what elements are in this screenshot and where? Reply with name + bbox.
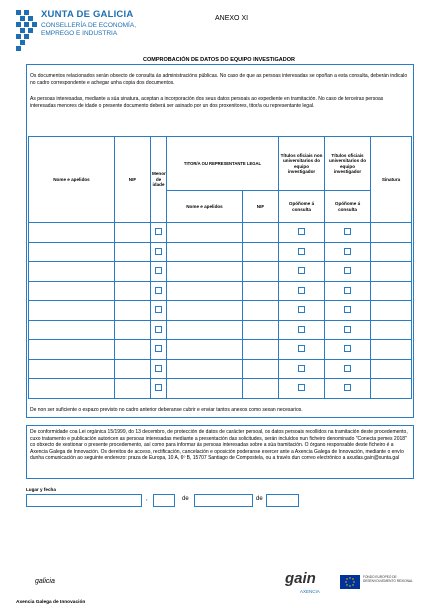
cell-minor[interactable] (151, 242, 167, 262)
oppose-univ-checkbox[interactable] (344, 267, 351, 274)
cell-oppose-univ[interactable] (325, 223, 371, 243)
cell-signature[interactable] (371, 301, 412, 321)
cell-guardian-nif[interactable] (243, 320, 279, 340)
research-team-table (28, 136, 412, 399)
cell-nif[interactable] (115, 301, 151, 321)
table-row (29, 262, 412, 282)
cell-nif[interactable] (115, 320, 151, 340)
cell-name[interactable] (29, 223, 115, 243)
org-department (41, 22, 136, 38)
intro-paragraph-2: As persoas interesadas, mediante a súa sinatura, aceptan a incorporación dos seus datos persoais ao expediente en tramitación. No caso de terceiras persoas interesadas menores de idade o presente documento deberá ser asinado por un dos proxenitores, titor/a ou representante legal. (30, 96, 384, 109)
place-field[interactable] (26, 494, 142, 507)
table-row (29, 359, 412, 379)
cell-nif[interactable] (115, 242, 151, 262)
day-field[interactable] (153, 494, 175, 507)
table-row (29, 320, 412, 340)
cell-signature[interactable] (371, 262, 412, 282)
oppose-non-univ-checkbox[interactable] (298, 287, 305, 294)
gain-logo: gain (285, 570, 316, 587)
cell-signature[interactable] (371, 320, 412, 340)
annex-label: ANEXO XI (215, 15, 249, 22)
cell-oppose-non-univ[interactable] (279, 359, 325, 379)
cell-minor[interactable] (151, 320, 167, 340)
oppose-univ-checkbox[interactable] (344, 384, 351, 391)
minor-checkbox[interactable] (155, 384, 162, 391)
oppose-non-univ-checkbox[interactable] (298, 248, 305, 255)
place-date-label: Lugar y fecha (26, 487, 56, 492)
table-row (29, 340, 412, 360)
cell-guardian-nif[interactable] (243, 223, 279, 243)
cell-oppose-non-univ[interactable] (279, 262, 325, 282)
cell-oppose-non-univ[interactable] (279, 242, 325, 262)
de-label-1: de (182, 496, 189, 502)
cell-oppose-univ[interactable] (325, 379, 371, 399)
table-row (29, 301, 412, 321)
cell-name[interactable] (29, 281, 115, 301)
oppose-univ-checkbox[interactable] (344, 365, 351, 372)
cell-name[interactable] (29, 379, 115, 399)
col-minor-header: Menor de idade (151, 137, 167, 223)
oppose-non-univ-checkbox[interactable] (298, 384, 305, 391)
minor-checkbox[interactable] (155, 365, 162, 372)
cell-minor[interactable] (151, 340, 167, 360)
year-field[interactable] (266, 494, 299, 507)
oppose-univ-checkbox[interactable] (344, 306, 351, 313)
space-note: De non ser suficiente o espazo previsto no cadro anterior deberanse cubrir e enviar tantos anexos como sexan necesarios. (30, 407, 303, 413)
oppose-non-univ-checkbox[interactable] (298, 228, 305, 235)
cell-name[interactable] (29, 262, 115, 282)
cell-guardian-name[interactable] (167, 223, 243, 243)
oppose-non-univ-checkbox[interactable] (298, 345, 305, 352)
cell-signature[interactable] (371, 379, 412, 399)
cell-nif[interactable] (115, 281, 151, 301)
cell-nif[interactable] (115, 223, 151, 243)
cell-oppose-univ[interactable] (325, 242, 371, 262)
cell-guardian-name[interactable] (167, 379, 243, 399)
form-title: COMPROBACIÓN DE DATOS DO EQUIPO INVESTIGADOR (143, 57, 295, 63)
cell-guardian-name[interactable] (167, 320, 243, 340)
cell-minor[interactable] (151, 281, 167, 301)
cell-guardian-nif[interactable] (243, 242, 279, 262)
org-name: XUNTA DE GALICIA (41, 9, 134, 20)
oppose-non-univ-checkbox[interactable] (298, 306, 305, 313)
cell-guardian-nif[interactable] (243, 359, 279, 379)
cell-guardian-name[interactable] (167, 340, 243, 360)
oppose-univ-checkbox[interactable] (344, 248, 351, 255)
minor-checkbox[interactable] (155, 248, 162, 255)
col-guardian-name-header: Nome e apelidos (167, 191, 243, 223)
cell-name[interactable] (29, 242, 115, 262)
table-row (29, 379, 412, 399)
eu-fund-text: FONDO EUROPEO DE DESENVOLVEMENTO REXIONAL (363, 575, 413, 583)
month-field[interactable] (194, 494, 253, 507)
cell-minor[interactable] (151, 223, 167, 243)
cell-name[interactable] (29, 320, 115, 340)
cell-oppose-non-univ[interactable] (279, 301, 325, 321)
minor-checkbox[interactable] (155, 267, 162, 274)
cell-guardian-nif[interactable] (243, 379, 279, 399)
comma-separator: , (146, 496, 148, 502)
cell-guardian-name[interactable] (167, 359, 243, 379)
oppose-univ-checkbox[interactable] (344, 326, 351, 333)
oppose-non-univ-checkbox[interactable] (298, 326, 305, 333)
cell-guardian-nif[interactable] (243, 262, 279, 282)
minor-checkbox[interactable] (155, 228, 162, 235)
cell-oppose-non-univ[interactable] (279, 281, 325, 301)
cell-oppose-non-univ[interactable] (279, 340, 325, 360)
cell-signature[interactable] (371, 223, 412, 243)
cell-signature[interactable] (371, 281, 412, 301)
cell-signature[interactable] (371, 359, 412, 379)
intro-paragraph-1: Os documentos relacionados serán obxecto de consulta ás administracións públicas. No caso de que as persoas interesadas se opoñan a esta consulta, deberán indicalo no cadro correspondente e achegar unha copia dos documentos. (30, 73, 408, 86)
oppose-univ-checkbox[interactable] (344, 228, 351, 235)
cell-minor[interactable] (151, 262, 167, 282)
col-nif-header: NIF (115, 137, 151, 223)
cell-name[interactable] (29, 340, 115, 360)
table-row (29, 223, 412, 243)
oppose-non-univ-checkbox[interactable] (298, 365, 305, 372)
cell-nif[interactable] (115, 340, 151, 360)
col-name-header: Nome e apelidos (29, 137, 115, 223)
cell-guardian-name[interactable] (167, 281, 243, 301)
eu-flag-icon (340, 575, 360, 589)
cell-oppose-univ[interactable] (325, 359, 371, 379)
col-guardian-header: TITOR/A OU REPRESENTANTE LEGAL (167, 137, 279, 191)
col-oppose-univ-header: Opóñome á consulta (325, 191, 371, 223)
cell-minor[interactable] (151, 301, 167, 321)
xunta-logo-icon (16, 10, 38, 54)
cell-oppose-non-univ[interactable] (279, 223, 325, 243)
cell-oppose-non-univ[interactable] (279, 379, 325, 399)
cell-oppose-univ[interactable] (325, 301, 371, 321)
col-guardian-nif-header: NIF (243, 191, 279, 223)
cell-minor[interactable] (151, 379, 167, 399)
minor-checkbox[interactable] (155, 306, 162, 313)
cell-guardian-name[interactable] (167, 242, 243, 262)
table-row (29, 242, 412, 262)
galicia-logo: galicia (35, 578, 55, 585)
cell-oppose-univ[interactable] (325, 340, 371, 360)
gain-subtitle: AXENCIA (300, 589, 320, 594)
col-signature-header: Sinatura (371, 137, 412, 223)
table-row (29, 281, 412, 301)
col-non-univ-header: Títulos oficiais non universitarios do equipo investigador (279, 137, 325, 191)
org-sub-line-2: EMPREGO E INDUSTRIA (41, 30, 118, 37)
cell-minor[interactable] (151, 359, 167, 379)
cell-oppose-univ[interactable] (325, 281, 371, 301)
oppose-univ-checkbox[interactable] (344, 287, 351, 294)
minor-checkbox[interactable] (155, 345, 162, 352)
cell-oppose-univ[interactable] (325, 320, 371, 340)
agency-name: Axencia Galega de Innovación (16, 600, 86, 605)
oppose-univ-checkbox[interactable] (344, 345, 351, 352)
org-sub-line-1: CONSELLERÍA DE ECONOMÍA, (41, 22, 136, 29)
cell-guardian-nif[interactable] (243, 340, 279, 360)
data-protection-text: De conformidade coa Lei orgánica 15/1999, do 13 decembro, de protección de datos de carácter persoal, os datos persoais recollidos na tramitación deste procedemento, cuxo tratamento e publicación autoricen as persoas interesadas mediante a presentación das solicitudes, serán incluídos nun ficheiro denominado "Conecta pemes 2018" co obxecto de xestionar o presente procedemento, así como para informar ás persoas interesadas sobre a súa tramitación. O órgano responsable deste ficheiro é a Axencia Galega de Innovación. Os dereitos de acceso, rectificación, cancelación e oposición poderanse exercer ante a Axencia Galega de Innovación, mediante o envío dunha comunicación ao seguinte enderezo: praza de Europa, 10 A, 6º B, 15707 Santiago de Compostela, ou a través dun correo electrónico a axudas.gain@xunta.gal (30, 429, 408, 462)
cell-guardian-nif[interactable] (243, 301, 279, 321)
minor-checkbox[interactable] (155, 326, 162, 333)
minor-checkbox[interactable] (155, 287, 162, 294)
cell-guardian-name[interactable] (167, 262, 243, 282)
oppose-non-univ-checkbox[interactable] (298, 267, 305, 274)
cell-guardian-name[interactable] (167, 301, 243, 321)
cell-oppose-non-univ[interactable] (279, 320, 325, 340)
de-label-2: de (256, 496, 263, 502)
cell-nif[interactable] (115, 262, 151, 282)
cell-guardian-nif[interactable] (243, 281, 279, 301)
cell-signature[interactable] (371, 340, 412, 360)
cell-signature[interactable] (371, 242, 412, 262)
col-oppose-non-univ-header: Opóñome á consulta (279, 191, 325, 223)
table-body (29, 223, 412, 399)
cell-nif[interactable] (115, 379, 151, 399)
cell-name[interactable] (29, 301, 115, 321)
cell-oppose-univ[interactable] (325, 262, 371, 282)
col-univ-header: Títulos oficiais universitarios do equipo investigador (325, 137, 371, 191)
cell-name[interactable] (29, 359, 115, 379)
cell-nif[interactable] (115, 359, 151, 379)
